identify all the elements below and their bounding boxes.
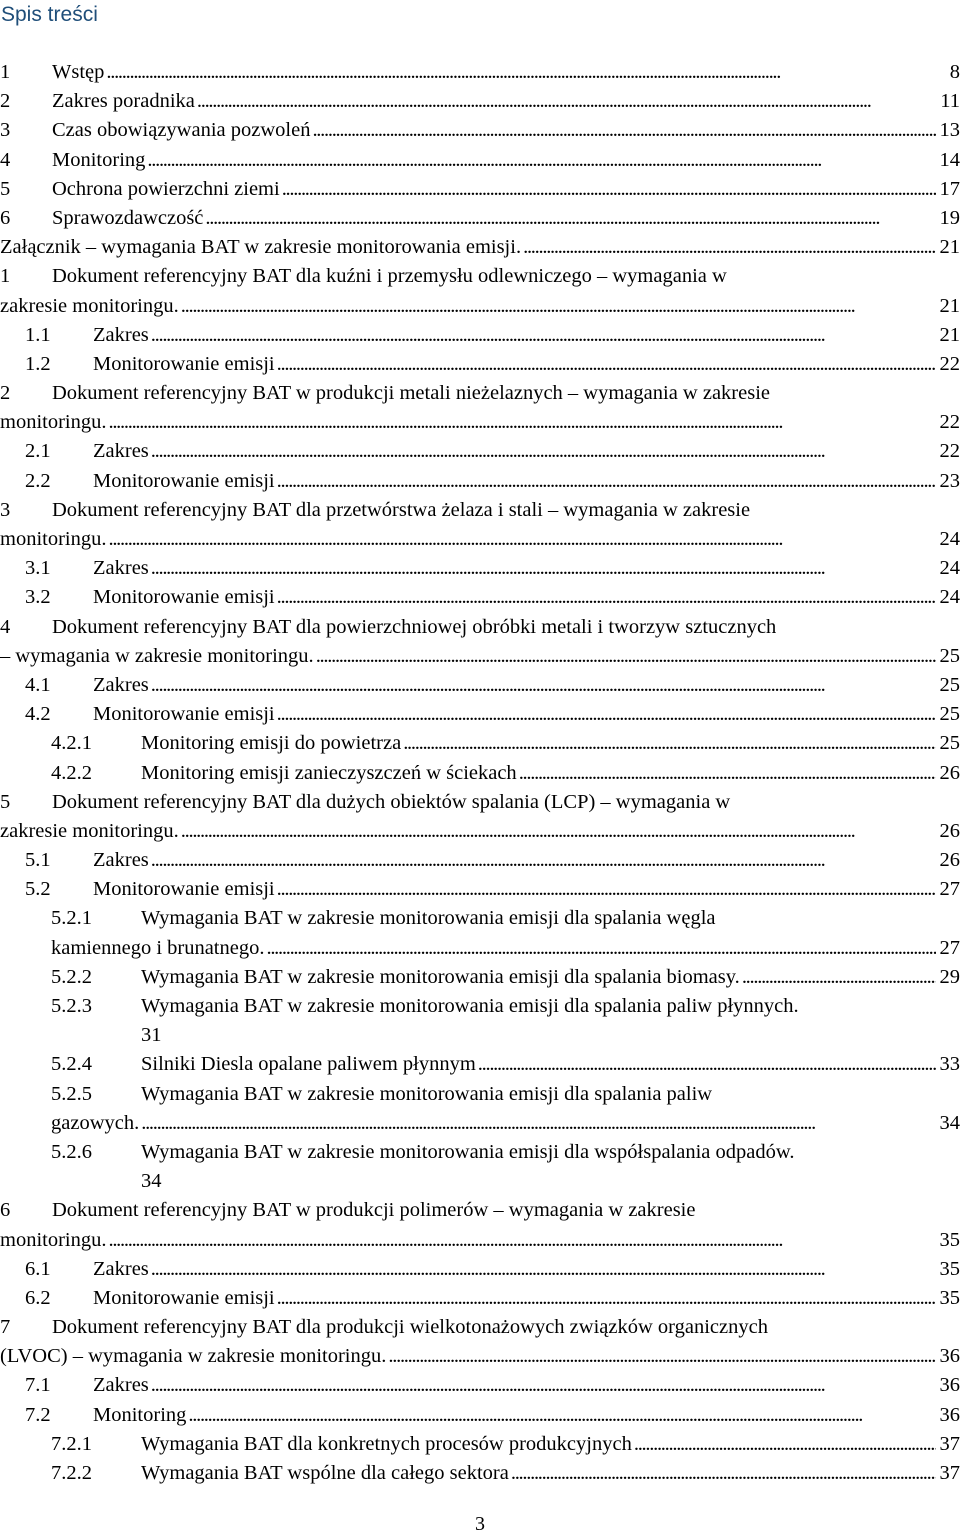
toc-entry-number: 3 xyxy=(0,498,11,521)
toc-entry[interactable] xyxy=(0,817,960,846)
toc-entry-number: 2 xyxy=(0,90,11,113)
toc-entry-number: 2 xyxy=(0,382,11,405)
toc-entry-number: 5.2.4 xyxy=(51,1053,92,1076)
toc-entry-title: Zakres poradnika xyxy=(52,87,197,116)
toc-entry[interactable] xyxy=(0,437,960,466)
toc-entry-number: 6.1 xyxy=(25,1257,51,1280)
toc-entry[interactable] xyxy=(0,875,960,904)
toc-entry[interactable] xyxy=(0,1430,960,1459)
toc-entry-page: 24 xyxy=(936,583,960,612)
toc-entry-title: Załącznik – wymagania BAT w zakresie monitorowania emisji. xyxy=(0,233,523,262)
toc-entry[interactable] xyxy=(0,700,960,729)
toc-entry-number: 3.2 xyxy=(25,586,51,609)
toc-entry[interactable] xyxy=(0,146,960,175)
toc-leader-dots xyxy=(511,1459,936,1488)
toc-entry-number: 3.1 xyxy=(25,557,51,580)
toc-entry-page: 35 xyxy=(936,1226,960,1255)
toc-entry[interactable] xyxy=(0,58,960,87)
toc-entry-page: 26 xyxy=(936,846,960,875)
toc-entry-title: Zakres xyxy=(93,671,151,700)
toc-entry-title: 31 xyxy=(141,1021,164,1050)
toc-leader-dots xyxy=(742,963,936,992)
toc-entry[interactable] xyxy=(0,554,960,583)
toc-leader-dots xyxy=(151,1371,936,1400)
toc-entry-title: Dokument referencyjny BAT dla kuźni i przemysłu odlewniczego – wymagania w xyxy=(52,262,729,291)
toc-entry-title: Zakres xyxy=(93,321,151,350)
toc-entry-title: Zakres xyxy=(93,1255,151,1284)
toc-entry[interactable] xyxy=(0,1226,960,1255)
toc-leader-dots xyxy=(141,1109,935,1138)
toc-entry-page: 35 xyxy=(936,1255,960,1284)
toc-entry[interactable] xyxy=(0,496,960,525)
toc-entry[interactable] xyxy=(0,642,960,671)
toc-entry-page: 21 xyxy=(936,233,960,262)
toc-leader-dots xyxy=(108,525,935,554)
toc-entry-number: 5 xyxy=(0,790,11,813)
toc-entry-title: – wymagania w zakresie monitoringu. xyxy=(0,642,316,671)
toc-entry-number: 6 xyxy=(0,1199,11,1222)
toc-entry-page: 22 xyxy=(936,350,960,379)
toc-entry-title: Wymagania BAT w zakresie monitorowania emisji dla spalania paliw płynnych. xyxy=(141,992,801,1021)
toc-entry-title: Wymagania BAT w zakresie monitorowania emisji dla spalania paliw xyxy=(141,1080,714,1109)
toc-entry-number: 5.2.5 xyxy=(51,1082,92,1105)
toc-leader-dots xyxy=(205,204,935,233)
toc-entry-number: 2.2 xyxy=(25,469,51,492)
toc-entry-page: 26 xyxy=(936,817,960,846)
toc-entry-title: zakresie monitoringu. xyxy=(0,817,181,846)
toc-entry[interactable] xyxy=(0,1050,960,1079)
toc-entry-page: 22 xyxy=(936,437,960,466)
toc-entry-title: Monitoring emisji do powietrza xyxy=(141,729,403,758)
toc-entry-number: 7.1 xyxy=(25,1374,51,1397)
toc-entry-page: 25 xyxy=(936,729,960,758)
toc-leader-dots xyxy=(151,321,936,350)
toc-entry-number: 7.2.1 xyxy=(51,1432,92,1455)
toc-leader-dots xyxy=(106,58,945,87)
toc-leader-dots xyxy=(108,408,935,437)
toc-entry[interactable] xyxy=(0,759,960,788)
toc-leader-dots xyxy=(282,175,936,204)
toc-leader-dots xyxy=(403,729,935,758)
toc-entry[interactable] xyxy=(0,525,960,554)
toc-entry-page: 11 xyxy=(936,87,960,116)
toc-entry[interactable] xyxy=(0,1284,960,1313)
toc-entry-page: 34 xyxy=(936,1109,960,1138)
toc-entry[interactable] xyxy=(0,262,960,291)
toc-entry-title: Dokument referencyjny BAT dla przetwórstwa żelaza i stali – wymagania w zakresie xyxy=(52,496,752,525)
toc-entry-page: 35 xyxy=(936,1284,960,1313)
toc-entry-number: 4 xyxy=(0,148,11,171)
toc-entry-number: 4.2 xyxy=(25,703,51,726)
toc-entry-page: 27 xyxy=(936,934,960,963)
toc-entry[interactable] xyxy=(0,963,960,992)
toc-entry-title: Monitorowanie emisji xyxy=(93,1284,277,1313)
toc-leader-dots xyxy=(519,759,936,788)
toc-entry[interactable] xyxy=(0,1401,960,1430)
toc-entry[interactable] xyxy=(0,1167,960,1196)
toc-entry-page: 22 xyxy=(936,408,960,437)
toc-leader-dots xyxy=(151,846,936,875)
toc-entry[interactable] xyxy=(0,379,960,408)
page-title: Spis treści xyxy=(1,3,98,26)
toc-leader-dots xyxy=(108,1226,935,1255)
toc-leader-dots xyxy=(388,1342,935,1371)
toc-entry-page: 24 xyxy=(936,554,960,583)
toc-leader-dots xyxy=(277,875,936,904)
toc-leader-dots xyxy=(266,934,935,963)
toc-entry[interactable] xyxy=(0,613,960,642)
toc-entry[interactable] xyxy=(0,1255,960,1284)
toc-entry-page: 13 xyxy=(936,116,960,145)
toc-leader-dots xyxy=(523,233,935,262)
toc-entry[interactable] xyxy=(0,1459,960,1488)
toc-entry-title: Dokument referencyjny BAT dla dużych obiektów spalania (LCP) – wymagania w xyxy=(52,788,732,817)
toc-entry-title: Zakres xyxy=(93,1371,151,1400)
toc-entry-title: Monitorowanie emisji xyxy=(93,467,277,496)
toc-leader-dots xyxy=(478,1050,936,1079)
toc-entry-page: 21 xyxy=(936,321,960,350)
toc-entry-number: 4.2.1 xyxy=(51,732,92,755)
toc-entry-title: monitoringu. xyxy=(0,408,108,437)
toc-entry-page: 17 xyxy=(936,175,960,204)
toc-entry-number: 5.2.1 xyxy=(51,907,92,930)
toc-leader-dots xyxy=(151,554,936,583)
toc-entry-number: 5.2.3 xyxy=(51,995,92,1017)
toc-entry[interactable] xyxy=(0,1080,960,1109)
toc-entry-page: 36 xyxy=(936,1342,960,1371)
toc-entry-title: Wymagania BAT w zakresie monitorowania emisji dla spalania węgla xyxy=(141,904,718,933)
toc-entry[interactable] xyxy=(0,846,960,875)
toc-entry-number: 5.2.6 xyxy=(51,1140,92,1163)
toc-entry[interactable] xyxy=(0,1138,960,1167)
toc-entry-title: Zakres xyxy=(93,437,151,466)
toc-entry-number: 5 xyxy=(0,177,11,200)
toc-entry-number: 5.2 xyxy=(25,878,51,901)
toc-entry-page: 26 xyxy=(936,759,960,788)
toc-leader-dots xyxy=(277,583,936,612)
toc-leader-dots xyxy=(277,350,936,379)
toc-entry[interactable] xyxy=(0,671,960,700)
toc-entry-number: 4.2.2 xyxy=(51,761,92,784)
toc-entry[interactable] xyxy=(0,992,960,1021)
toc-entry-title: Zakres xyxy=(93,554,151,583)
toc-entry[interactable] xyxy=(0,1196,960,1225)
toc-entry-number: 5.1 xyxy=(25,849,51,872)
toc-entry-page: 14 xyxy=(936,146,960,175)
toc-leader-dots xyxy=(188,1401,935,1430)
toc-entry-title: monitoringu. xyxy=(0,1226,108,1255)
toc-entry-title: zakresie monitoringu. xyxy=(0,292,181,321)
toc-entry[interactable] xyxy=(0,116,960,145)
toc-entry-page: 25 xyxy=(936,671,960,700)
toc-entry-title: kamiennego i brunatnego. xyxy=(51,934,266,963)
toc-entry-title: Ochrona powierzchni ziemi xyxy=(52,175,282,204)
toc-entry-page: 23 xyxy=(936,467,960,496)
toc-leader-dots xyxy=(151,671,936,700)
toc-entry-title: Monitorowanie emisji xyxy=(93,875,277,904)
toc-entry-title: Czas obowiązywania pozwoleń xyxy=(52,116,312,145)
toc-entry-title: Wymagania BAT wspólne dla całego sektora xyxy=(141,1459,511,1488)
toc-entry-number: 1.2 xyxy=(25,352,51,375)
toc-entry-page: 37 xyxy=(936,1430,960,1459)
toc-entry[interactable] xyxy=(0,1313,960,1342)
toc-entry[interactable] xyxy=(0,1342,960,1371)
toc-entry-page: 19 xyxy=(936,204,960,233)
toc-entry[interactable] xyxy=(0,233,960,262)
toc-entry-title: Dokument referencyjny BAT dla powierzchniowej obróbki metali i tworzyw sztucznych xyxy=(52,613,778,642)
toc-entry[interactable] xyxy=(0,1371,960,1400)
toc-entry-title: Dokument referencyjny BAT w produkcji polimerów – wymagania w zakresie xyxy=(52,1196,697,1225)
toc-entry[interactable] xyxy=(0,204,960,233)
toc-leader-dots xyxy=(151,1255,936,1284)
toc-entry-number: 6 xyxy=(0,206,11,229)
toc-entry-number: 7.2 xyxy=(25,1403,51,1426)
toc-entry[interactable] xyxy=(0,175,960,204)
toc-entry-title: Monitorowanie emisji xyxy=(93,583,277,612)
toc-entry-number: 1.1 xyxy=(25,323,51,346)
toc-entry-page: 37 xyxy=(936,1459,960,1488)
toc-leader-dots xyxy=(197,87,936,116)
toc-entry-title: Sprawozdawczość xyxy=(52,204,205,233)
toc-entry-number: 5.2.2 xyxy=(51,965,92,988)
toc-entry-title: monitoringu. xyxy=(0,525,108,554)
toc-entry-title: Monitoring emisji zanieczyszczeń w ściekach xyxy=(141,759,519,788)
toc-entry[interactable] xyxy=(0,408,960,437)
toc-leader-dots xyxy=(277,700,936,729)
toc-entry-number: 3 xyxy=(0,119,11,142)
toc-entry-number: 1 xyxy=(0,61,11,83)
toc-entry[interactable] xyxy=(0,321,960,350)
toc-entry-number: 4 xyxy=(0,615,11,638)
toc-entry-page: 24 xyxy=(936,525,960,554)
toc-entry-title: Silniki Diesla opalane paliwem płynnym xyxy=(141,1050,478,1079)
toc-leader-dots xyxy=(312,116,935,145)
toc-entry-page: 36 xyxy=(936,1371,960,1400)
toc-entry-page: 21 xyxy=(936,292,960,321)
toc-entry-title: Wymagania BAT w zakresie monitorowania emisji dla współspalania odpadów. xyxy=(141,1138,796,1167)
toc-leader-dots xyxy=(151,437,936,466)
toc-entry-page: 25 xyxy=(936,642,960,671)
toc-entry-title: gazowych. xyxy=(51,1109,141,1138)
toc-entry-number: 1 xyxy=(0,265,11,288)
toc-leader-dots xyxy=(634,1430,936,1459)
toc-entry[interactable] xyxy=(0,292,960,321)
toc-entry-number: 7.2.2 xyxy=(51,1462,92,1484)
toc-entry[interactable] xyxy=(0,87,960,116)
toc-entry-title: Monitorowanie emisji xyxy=(93,350,277,379)
toc-entry-page: 33 xyxy=(936,1050,960,1079)
toc-entry-number: 6.2 xyxy=(25,1286,51,1309)
toc-entry-number: 7 xyxy=(0,1316,11,1339)
toc-entry[interactable] xyxy=(0,1021,960,1050)
toc-entry-page: 29 xyxy=(936,963,960,992)
toc-entry-title: Monitoring xyxy=(52,146,147,175)
toc-entry[interactable] xyxy=(0,1109,960,1138)
toc-entry-title: 34 xyxy=(141,1167,164,1196)
toc-entry-title: Dokument referencyjny BAT w produkcji metali nieżelaznych – wymagania w zakresie xyxy=(52,379,772,408)
table-of-contents xyxy=(0,58,960,1488)
toc-entry-title: Monitoring xyxy=(93,1401,188,1430)
toc-entry[interactable] xyxy=(0,788,960,817)
toc-entry[interactable] xyxy=(0,934,960,963)
toc-leader-dots xyxy=(277,1284,936,1313)
toc-entry[interactable] xyxy=(0,350,960,379)
toc-entry-page: 36 xyxy=(936,1401,960,1430)
toc-entry-title: Zakres xyxy=(93,846,151,875)
toc-entry-title: Wymagania BAT dla konkretnych procesów produkcyjnych xyxy=(141,1430,634,1459)
toc-leader-dots xyxy=(147,146,935,175)
toc-entry-number: 2.1 xyxy=(25,440,51,463)
toc-entry-page: 8 xyxy=(946,58,960,87)
toc-entry-title: Dokument referencyjny BAT dla produkcji wielkotonażowych związków organicznych xyxy=(52,1313,770,1342)
toc-leader-dots xyxy=(277,467,936,496)
toc-leader-dots xyxy=(181,817,936,846)
toc-entry[interactable] xyxy=(0,729,960,758)
toc-entry-title: Monitorowanie emisji xyxy=(93,700,277,729)
toc-entry-page: 27 xyxy=(936,875,960,904)
toc-entry-title: Wstęp xyxy=(52,58,106,87)
toc-entry-page: 25 xyxy=(936,700,960,729)
toc-entry-title: (LVOC) – wymagania w zakresie monitoringu. xyxy=(0,1342,388,1371)
toc-entry-title: Wymagania BAT w zakresie monitorowania emisji dla spalania biomasy. xyxy=(141,963,742,992)
toc-leader-dots xyxy=(316,642,936,671)
toc-entry[interactable] xyxy=(0,467,960,496)
toc-leader-dots xyxy=(181,292,936,321)
toc-entry[interactable] xyxy=(0,583,960,612)
toc-entry[interactable] xyxy=(0,904,960,933)
page-number: 3 xyxy=(475,1513,485,1535)
toc-entry-number: 4.1 xyxy=(25,673,51,696)
